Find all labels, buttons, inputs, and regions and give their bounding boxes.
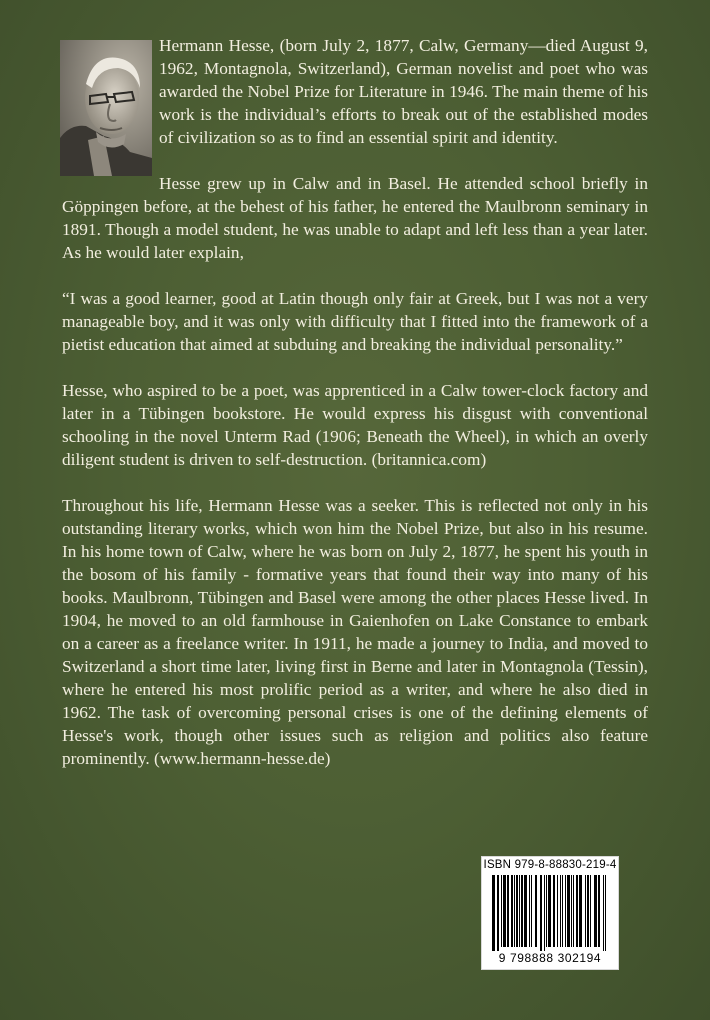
barcode-bar	[585, 875, 586, 947]
paragraph-intro: Hermann Hesse, (born July 2, 1877, Calw, Germany—died August 9, 1962, Montagnola, Switzerland), German novelist and poet who was awarded the Nobel Prize for Literature in 1946. The main theme of his work is the individual’s efforts to break out of the established modes of civilization so as to find an essential spirit and identity.	[159, 36, 648, 147]
barcode-bar	[590, 875, 591, 947]
barcode-bar	[605, 875, 606, 951]
barcode-bar	[521, 875, 523, 947]
barcode-bar	[576, 875, 578, 947]
barcode-bar	[553, 875, 555, 947]
barcode-bar	[503, 875, 506, 947]
cover-text	[62, 34, 648, 793]
paragraph-career: Hesse, who aspired to be a poet, was apprenticed in a Calw tower-clock factory and later in a Tübingen bookstore. He would express his disgust with conventional schooling in the novel Unterm Rad (1906; Beneath the Wheel), in which an overly diligent student is driven to self-destruction. (britannica.com)	[62, 381, 648, 469]
barcode-bar	[579, 875, 582, 947]
barcode-bar	[565, 875, 566, 947]
barcode-bar	[557, 875, 558, 947]
barcode-bar	[507, 875, 509, 947]
barcode-bar	[516, 875, 518, 947]
barcode-bar	[603, 875, 604, 951]
barcode-bar	[501, 875, 502, 947]
barcode-bar	[571, 875, 572, 947]
barcode-bar	[519, 875, 520, 947]
isbn-digits: 9 798888 302194	[498, 951, 602, 965]
barcode-bar	[560, 875, 561, 947]
barcode-bar	[531, 875, 532, 947]
barcode-bars-icon	[491, 875, 609, 951]
barcode-bar	[562, 875, 563, 947]
isbn-label: ISBN 979-8-88830-219-4	[483, 859, 617, 871]
barcode-bar	[598, 875, 600, 947]
barcode-bar	[514, 875, 515, 947]
barcode-bar	[497, 875, 499, 951]
barcode-bar	[535, 875, 537, 947]
barcode-bar	[492, 875, 495, 951]
barcode-bar	[567, 875, 570, 947]
paragraph-quote: “I was a good learner, good at Latin though only fair at Greek, but I was not a very manageable boy, and it was only with difficulty that I fitted into the framework of a pietist education that aimed at subduing and breaking the individual personality.”	[62, 289, 648, 354]
barcode-bar	[544, 875, 545, 951]
isbn-barcode	[481, 856, 619, 970]
barcode-bar	[511, 875, 513, 947]
barcode-bar	[546, 875, 547, 947]
barcode-bar	[529, 875, 530, 947]
paragraph-youth: Hesse grew up in Calw and in Basel. He attended school briefly in Göppingen before, at the behest of his father, he entered the Maulbronn seminary in 1891. Though a model student, he was unable to adapt and left less than a year later. As he would later explain,	[62, 174, 648, 262]
barcode-bar	[587, 875, 589, 947]
portrait-spacer	[62, 34, 159, 174]
barcode-bar	[540, 875, 542, 951]
barcode-bar	[594, 875, 597, 947]
barcode-bar	[573, 875, 574, 947]
barcode-bar	[524, 875, 527, 947]
paragraph-biography: Throughout his life, Hermann Hesse was a seeker. This is reflected not only in his outstanding literary works, which won him the Nobel Prize, but also in his resume. In his home town of Calw, where he was born on July 2, 1877, he spent his youth in the bosom of his family - formative years that found their way into many of his books. Maulbronn, Tübingen and Basel were among the other places Hesse lived. In 1904, he moved to an old farmhouse in Gaienhofen on Lake Constance to embark on a career as a freelance writer. In 1911, he made a journey to India, and moved to Switzerland a short time later, living first in Berne and later in Montagnola (Tessin), where he entered his most prolific period as a writer, and where he also died in 1962. The task of overcoming personal crises is one of the defining elements of Hesse's work, though other issues such as religion and politics also feature prominently. (www.hermann-hesse.de)	[62, 496, 648, 768]
barcode-bar	[548, 875, 551, 947]
